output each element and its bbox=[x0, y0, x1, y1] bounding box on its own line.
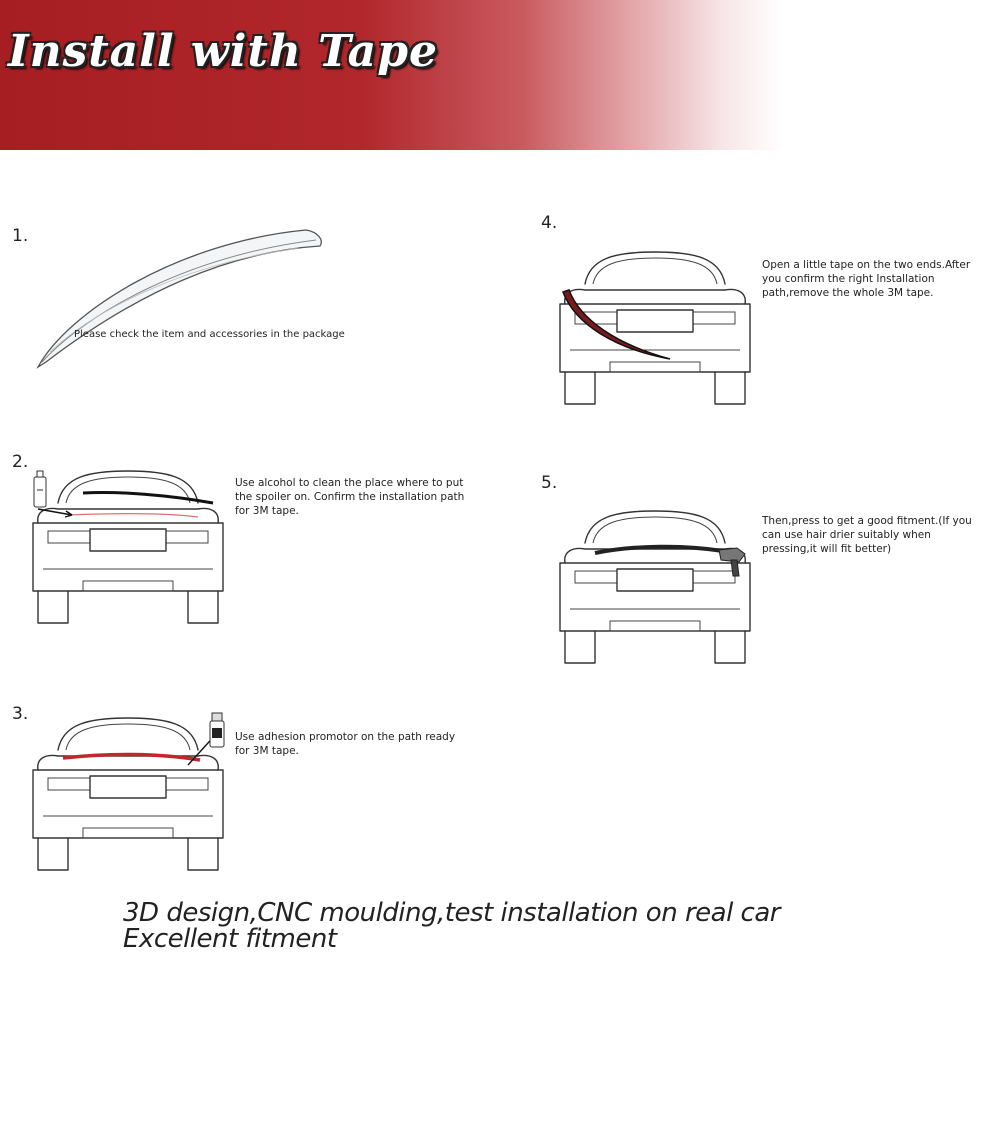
spoiler-icon bbox=[28, 212, 328, 372]
hair-drier-icon bbox=[717, 546, 749, 578]
car-rear-icon bbox=[555, 503, 755, 668]
step-4-caption-line: you confirm the right Installation bbox=[762, 273, 935, 285]
step-1-caption: Please check the item and accessories in the package bbox=[74, 329, 345, 340]
step-4-number: 4. bbox=[541, 213, 558, 233]
step-2-caption-line: for 3M tape. bbox=[235, 505, 299, 517]
step-5-caption bbox=[762, 514, 972, 556]
footer-tagline: 3D design,CNC moulding,test installation on real car bbox=[123, 898, 780, 928]
step-4-caption-line: path,remove the whole 3M tape. bbox=[762, 287, 934, 299]
footer-subtagline: Excellent fitment bbox=[123, 924, 337, 954]
step-2-caption-line: Use alcohol to clean the place where to put bbox=[235, 477, 464, 489]
step-3-number: 3. bbox=[12, 704, 29, 724]
header-banner bbox=[0, 0, 1004, 150]
car-rear-icon bbox=[555, 244, 755, 409]
step-3-caption-line: Use adhesion promotor on the path ready bbox=[235, 731, 456, 743]
promoter-bottle-icon bbox=[209, 712, 225, 748]
step-5-caption-line: Then,press to get a good fitment.(If you bbox=[762, 515, 972, 527]
step-2-caption-line: the spoiler on. Confirm the installation path bbox=[235, 491, 465, 503]
car-rear-icon bbox=[28, 710, 228, 875]
step-5-caption-line: pressing,it will fit better) bbox=[762, 543, 892, 555]
step-5-caption-line: can use hair drier suitably when bbox=[762, 529, 931, 541]
step-4-caption bbox=[762, 258, 970, 300]
step-4-caption-line: Open a little tape on the two ends.After bbox=[762, 259, 971, 271]
step-3-caption bbox=[235, 730, 455, 758]
step-5-number: 5. bbox=[541, 473, 558, 493]
step-3-caption-line: for 3M tape. bbox=[235, 745, 299, 757]
car-rear-icon bbox=[28, 463, 228, 628]
page-title: Install with Tape bbox=[8, 26, 438, 77]
step-2-caption bbox=[235, 476, 464, 518]
step-1-number: 1. bbox=[12, 226, 29, 246]
step-2-number: 2. bbox=[12, 452, 29, 472]
